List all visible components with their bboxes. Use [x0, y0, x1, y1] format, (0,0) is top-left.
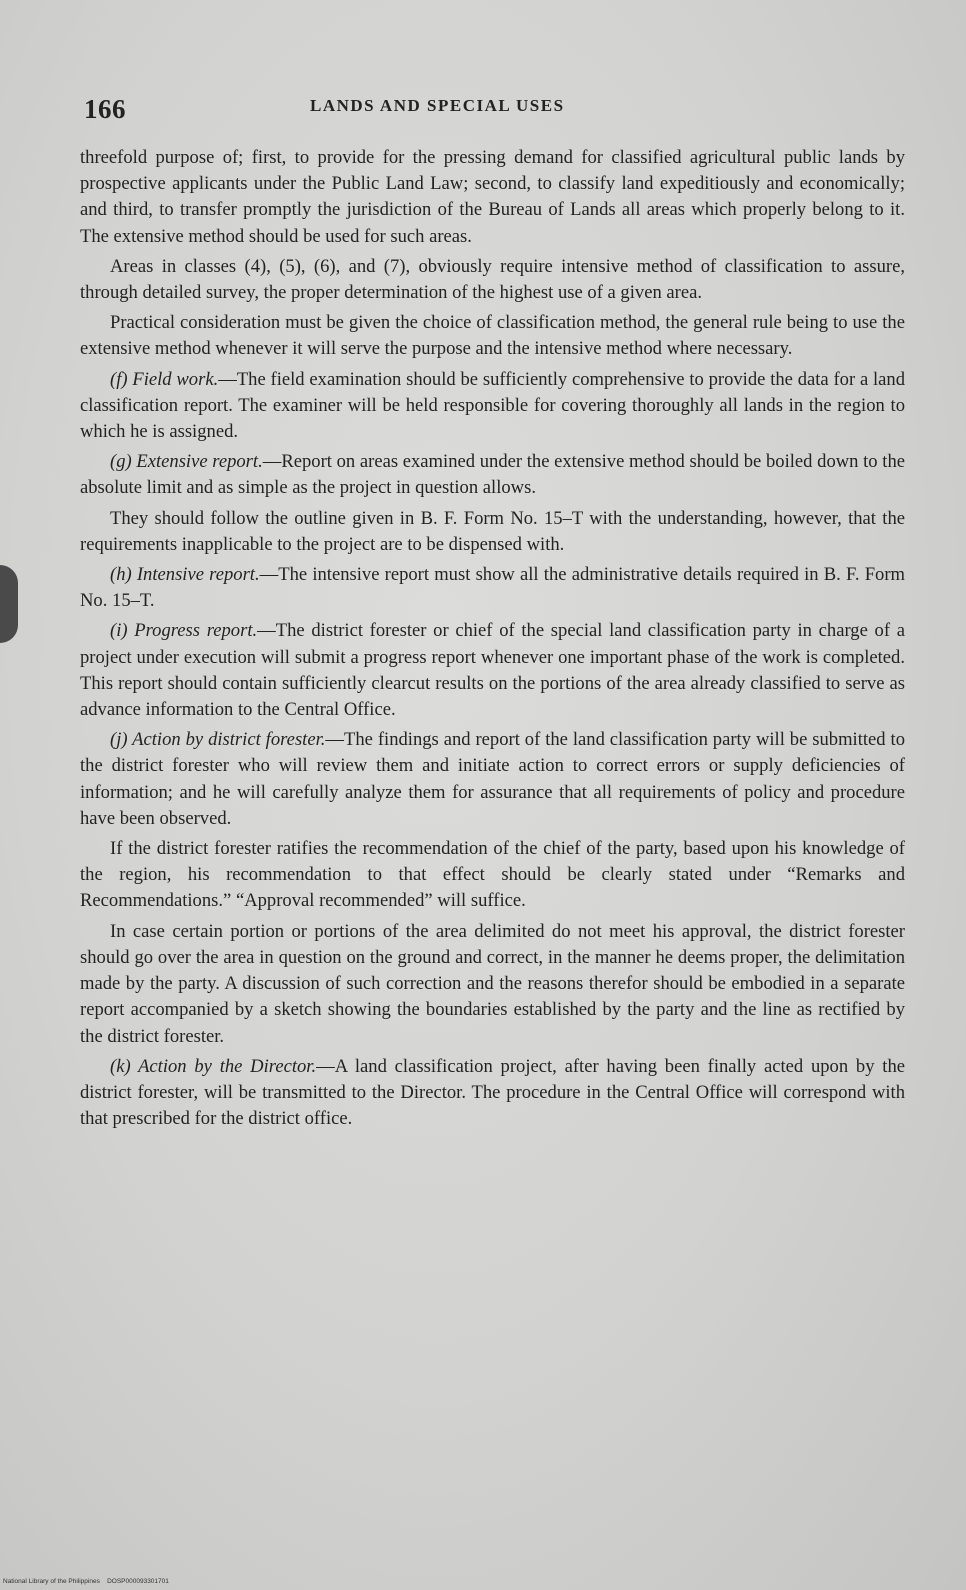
- page-header: [80, 90, 910, 130]
- paragraph-label: (j) Action by district forester.: [110, 729, 326, 751]
- paragraph-text: Practical consideration must be given the choice of classification method, the general rule being to use the extensive method whenever it will serve the purpose and the intensive method where necessary.: [80, 312, 905, 360]
- paragraph-field-work: [80, 367, 905, 446]
- paragraph-2: [80, 254, 905, 306]
- paragraph-text: They should follow the outline given in B. F. Form No. 15–T with the understanding, however, that the requirements inapplicable to the project are to be dispensed with.: [80, 507, 905, 555]
- paragraph-text: —A land classification project, after having been finally acted upon by the district forester, will be transmitted to the Director. The procedure in the Central Office will correspond with that prescribed for the district office.: [80, 1055, 905, 1130]
- paragraph-intensive-report: [80, 562, 905, 614]
- paragraph-text: Areas in classes (4), (5), (6), and (7), obviously require intensive method of classification to assure, through detailed survey, the proper determination of the highest use of a given area.: [80, 255, 905, 304]
- paragraph-text: In case certain portion or portions of the area delimited do not meet his approval, the district forester should go over the area in question on the ground and correct, in the manner he deems proper, the delimitation made by the party. A discussion of such correction and the reasons therefor should be embodied in a separate report accompanied by a sketch showing the boundaries established by the party and the line as rectified by the district forester.: [80, 920, 905, 1047]
- paragraph-6: [80, 506, 905, 558]
- paragraph-3: [80, 310, 905, 362]
- paragraph-label: (h) Intensive report.: [110, 564, 260, 586]
- paragraph-label: (f) Field work.: [110, 368, 219, 390]
- page-edge-mark: [0, 565, 18, 643]
- paragraph-label: (i) Progress report.: [110, 620, 258, 642]
- paragraph-11: [80, 919, 905, 1050]
- paragraph-text: —Report on areas examined under the extensive method should be boiled down to the absolute limit and as simple as the project in question allows.: [80, 451, 906, 499]
- paragraph-action-district-forester: [80, 727, 905, 832]
- footer-code: DOSP000093301701: [107, 1578, 169, 1585]
- footer-source: National Library of the Philippines: [3, 1578, 100, 1585]
- running-title: LANDS AND SPECIAL USES: [310, 96, 565, 115]
- paragraph-label: (g) Extensive report.: [110, 451, 263, 473]
- paragraph-text: —The district forester or chief of the special land classification party in charge of a project under execution will submit a progress report whenever one important phase of the work is completed. This report should contain sufficiently clearcut results on the portions of the area already classified to serve as advance information to the Central Office.: [80, 620, 905, 721]
- paragraph-10: [80, 836, 905, 915]
- paragraph-text: —The field examination should be sufficiently comprehensive to provide the data for a land classification report. The examiner will be held responsible for covering thoroughly all lands in the region to which he is assigned.: [80, 368, 906, 443]
- paragraph-text: —The findings and report of the land classification party will be submitted to the district forester who will review them and initiate action to correct errors or supply deficiencies of information; and he will carefully analyze them for assurance that all requirements of policy and procedure have been observed.: [80, 729, 905, 829]
- page-number: 166: [84, 94, 126, 124]
- paragraph-label: (k) Action by the Director.: [110, 1055, 317, 1077]
- paragraph-progress-report: [80, 618, 905, 723]
- paragraph-action-director: [80, 1054, 905, 1133]
- paragraph-1: [80, 145, 905, 250]
- paragraph-extensive-report: [80, 449, 905, 501]
- scan-footer: [3, 1578, 169, 1585]
- body-text: [80, 145, 905, 1136]
- paragraph-text: threefold purpose of; first, to provide for the pressing demand for classified agricultural public lands by prospective applicants under the Public Land Law; second, to classify land expeditiously and economically; and third, to transfer promptly the jurisdiction of the Bureau of Lands all areas which properly belong to it. The extensive method should be used for such areas.: [80, 147, 905, 247]
- paragraph-text: —The intensive report must show all the administrative details required in B. F. Form No. 15–T.: [80, 564, 905, 612]
- paragraph-text: If the district forester ratifies the recommendation of the chief of the party, based upon his knowledge of the region, his recommendation to that effect should be clearly stated under “Remarks and Recommendations.” “Approval recommended” will suffice.: [80, 838, 905, 912]
